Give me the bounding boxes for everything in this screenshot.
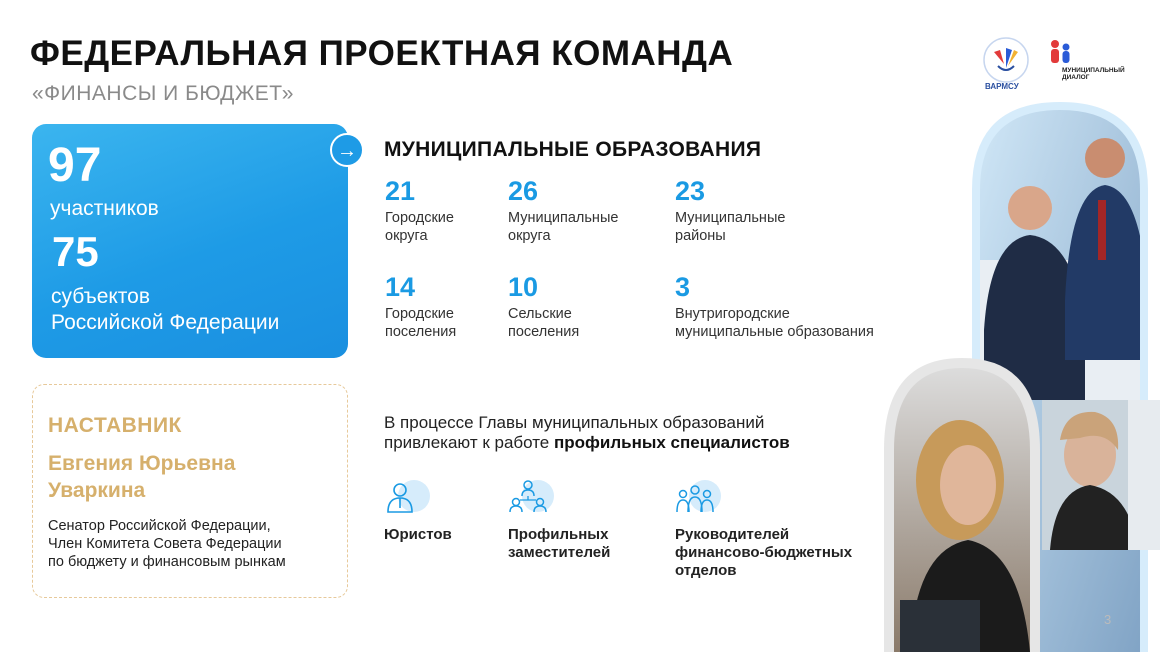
specialist-label-1: Руководителей	[675, 526, 790, 543]
stat-number: 14	[385, 272, 416, 302]
municipal-section-title: МУНИЦИПАЛЬНЫЕ ОБРАЗОВАНИЯ	[384, 138, 762, 161]
stat-number: 3	[675, 272, 691, 302]
subjects-label-1: субъектов	[51, 285, 151, 308]
mentor-desc-line-1: Сенатор Российской Федерации,	[48, 518, 271, 534]
stat-label-2: округа	[385, 228, 428, 244]
subjects-number: 75	[52, 228, 99, 275]
mentor-desc-line-3: по бюджету и финансовым рынкам	[48, 554, 286, 570]
stat-urban-districts	[385, 175, 454, 245]
specialist-lawyers	[384, 478, 452, 544]
stat-municipal-regions	[675, 175, 785, 245]
md-line-2: ДИАЛОГ	[1062, 74, 1090, 81]
process-line-2-plain: привлекают к работе	[384, 433, 554, 452]
specialist-managers	[675, 478, 852, 580]
lawyer-icon	[384, 478, 432, 516]
stat-label-2: муниципальные образования	[675, 324, 874, 340]
mentor-name	[48, 450, 328, 504]
subjects-label-2: Российской Федерации	[51, 311, 280, 334]
managers-icon	[675, 478, 723, 516]
page-title: ФЕДЕРАЛЬНАЯ ПРОЕКТНАЯ КОМАНДА	[30, 34, 734, 73]
specialist-label-1: Юристов	[384, 526, 452, 543]
varmsu-logo-text: ВАРМСУ	[985, 82, 1019, 91]
municipal-dialog-logo	[1046, 38, 1076, 68]
stat-label-1: Городские	[385, 210, 454, 226]
specialist-label-2: заместителей	[508, 544, 611, 561]
stat-label-1: Муниципальные	[508, 210, 619, 226]
stat-number: 10	[508, 272, 539, 302]
stat-label-2: округа	[508, 228, 551, 244]
process-line-2-bold: профильных специалистов	[553, 433, 790, 452]
stat-municipal-districts	[508, 175, 618, 245]
mentor-heading: НАСТАВНИК	[48, 414, 182, 437]
stat-label-1: Внутригородские	[675, 306, 790, 322]
process-line-1: В процессе Главы муниципальных образований	[384, 413, 765, 432]
stat-label-1: Муниципальные	[675, 210, 786, 226]
mentor-name-line-1: Евгения Юрьевна	[48, 452, 236, 475]
arrow-right-icon[interactable]: →	[330, 133, 364, 167]
participants-number: 97	[48, 139, 102, 192]
stat-label-1: Городские	[385, 306, 454, 322]
specialist-label-3: отделов	[675, 562, 737, 579]
specialist-deputies	[508, 478, 610, 562]
process-description	[384, 413, 854, 453]
md-line-1: МУНИЦИПАЛЬНЫЙ	[1062, 67, 1125, 74]
team-icon	[508, 478, 556, 516]
stat-number: 23	[675, 176, 706, 206]
stat-label-2: поселения	[385, 324, 457, 340]
mentor-name-line-2: Уваркина	[48, 479, 146, 502]
participants-card	[32, 124, 348, 358]
stat-label-2: районы	[675, 228, 726, 244]
stat-label-1: Сельские	[508, 306, 572, 322]
stat-number: 21	[385, 176, 416, 206]
municipal-dialog-text	[1062, 67, 1132, 81]
stat-rural-settlements	[508, 271, 579, 341]
page-number: 3	[1104, 612, 1112, 627]
mentor-desc-line-2: Член Комитета Совета Федерации	[48, 536, 282, 552]
specialist-label-1: Профильных	[508, 526, 609, 543]
stat-urban-settlements	[385, 271, 456, 341]
specialist-label-2: финансово-бюджетных	[675, 544, 853, 561]
page-subtitle: «ФИНАНСЫ И БЮДЖЕТ»	[32, 82, 294, 105]
stat-label-2: поселения	[508, 324, 580, 340]
stat-number: 26	[508, 176, 539, 206]
stat-intracity-formations	[675, 271, 874, 341]
participants-label: участников	[50, 197, 159, 220]
mentor-description	[48, 517, 338, 571]
process-line-2	[384, 433, 854, 453]
photo-collage	[880, 100, 1160, 652]
